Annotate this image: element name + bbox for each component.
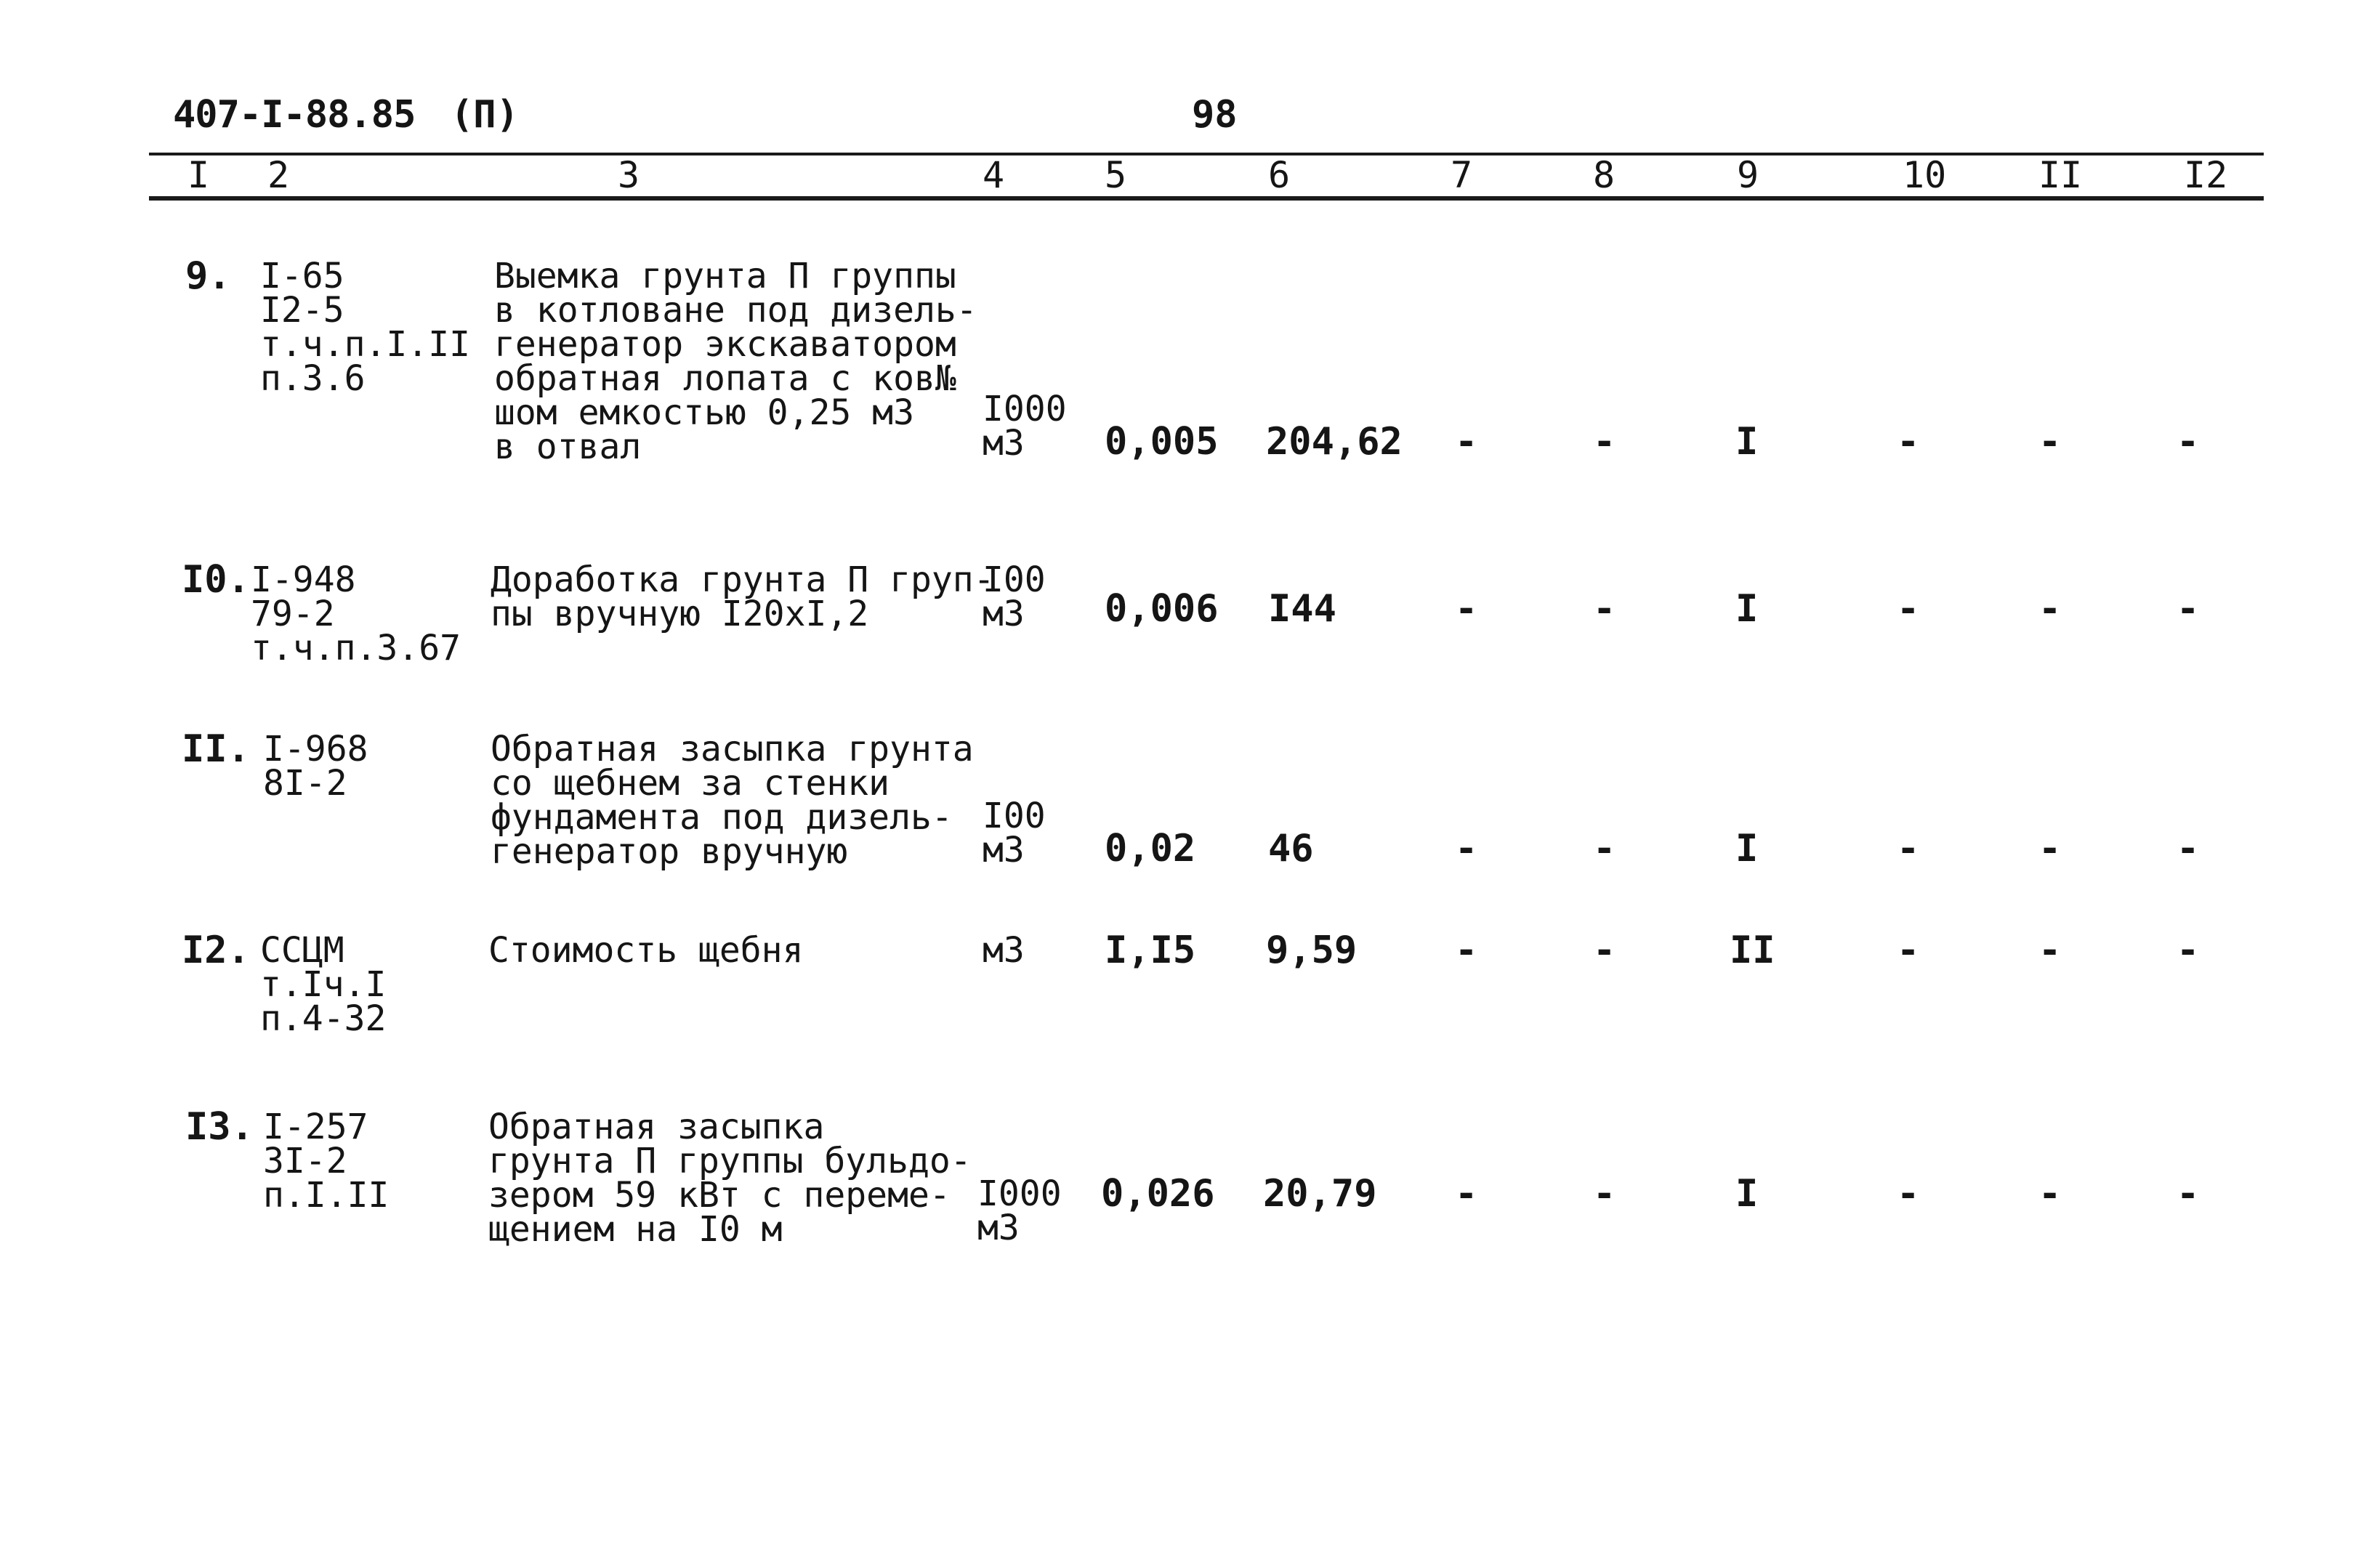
row-number: II.	[182, 727, 250, 771]
norm-reference: I-65 I2-5 т.ч.п.I.II п.3.6	[260, 256, 470, 399]
work-description: Стоимость щебня	[488, 930, 804, 971]
row-number: 9.	[185, 254, 231, 298]
work-description: Выемка грунта П группы в котловане под дизель- генератор экскаватором обратная лопата с ков№ шом емкостью 0,25 м3 в отвал	[494, 256, 977, 467]
column-11-value: -	[2038, 587, 2062, 631]
row-number: I3.	[185, 1105, 254, 1149]
column-10-value: -	[1897, 929, 1920, 972]
column-7-value: -	[1455, 929, 1478, 972]
document-code: 407-I-88.85	[173, 93, 416, 137]
column-7-value: -	[1455, 587, 1478, 631]
column-11-value: -	[2038, 827, 2062, 870]
column-10-value: -	[1897, 1172, 1920, 1216]
column-8-value: -	[1593, 929, 1616, 972]
column-11-value: -	[2038, 929, 2062, 972]
column-11-value: -	[2038, 420, 2062, 464]
quantity-value: 0,005	[1105, 420, 1219, 464]
column-number: II	[2038, 154, 2083, 196]
page-number: 98	[1192, 93, 1238, 137]
column-7-value: -	[1455, 420, 1478, 464]
column-number: 9	[1737, 154, 1759, 196]
column-8-value: -	[1593, 1172, 1616, 1216]
table-top-rule	[149, 153, 2264, 155]
column-12-value: -	[2177, 827, 2200, 870]
quantity-value: 0,02	[1105, 827, 1196, 870]
column-8-value: -	[1593, 587, 1616, 631]
column-9-value: I	[1735, 827, 1759, 870]
row-number: I2.	[182, 929, 250, 972]
unit-of-measure: I00 м3	[983, 559, 1046, 634]
column-9-value: I	[1735, 587, 1759, 631]
column-12-value: -	[2177, 929, 2200, 972]
unit-of-measure: м3	[983, 930, 1025, 971]
unit-of-measure: I000 м3	[977, 1173, 1062, 1248]
column-12-value: -	[2177, 587, 2200, 631]
column-number: 6	[1268, 154, 1291, 196]
quantity-value: 0,006	[1105, 587, 1219, 631]
norm-reference: ССЦМ т.Iч.I п.4-32	[260, 930, 387, 1039]
norm-reference: I-968 8I-2	[263, 729, 368, 804]
work-description: Обратная засыпка грунта со щебнем за стенки фундамента под дизель- генератор вручную	[491, 729, 974, 872]
column-12-value: -	[2177, 420, 2200, 464]
column-8-value: -	[1593, 827, 1616, 870]
row-number: I0.	[182, 558, 250, 602]
column-number: I	[187, 154, 210, 196]
column-9-value: II	[1730, 929, 1775, 972]
work-description: Обратная засыпка грунта П группы бульдо- зером 59 кВт с переме- щением на I0 м	[488, 1107, 972, 1250]
unit-of-measure: I00 м3	[983, 796, 1046, 870]
column-11-value: -	[2038, 1172, 2062, 1216]
column-number: 3	[618, 154, 640, 196]
column-number: 8	[1593, 154, 1615, 196]
column-7-value: -	[1455, 1172, 1478, 1216]
unit-price: I44	[1268, 587, 1336, 631]
unit-price: 9,59	[1266, 929, 1358, 972]
column-number: 7	[1451, 154, 1473, 196]
unit-of-measure: I000 м3	[983, 389, 1067, 464]
column-9-value: I	[1735, 420, 1759, 464]
column-9-value: I	[1735, 1172, 1759, 1216]
document-mark: (П)	[451, 93, 519, 137]
column-number: I2	[2184, 154, 2228, 196]
column-number: 4	[983, 154, 1005, 196]
quantity-value: 0,026	[1101, 1172, 1215, 1216]
column-10-value: -	[1897, 587, 1920, 631]
work-description: Доработка грунта П груп- пы вручную I20xI,2	[491, 559, 995, 634]
table-header-rule	[149, 196, 2264, 201]
unit-price: 46	[1268, 827, 1314, 870]
norm-reference: I-948 79-2 т.ч.п.3.67	[251, 559, 461, 668]
column-number: 2	[267, 154, 290, 196]
column-10-value: -	[1897, 827, 1920, 870]
unit-price: 20,79	[1263, 1172, 1377, 1216]
column-8-value: -	[1593, 420, 1616, 464]
column-10-value: -	[1897, 420, 1920, 464]
quantity-value: I,I5	[1105, 929, 1196, 972]
unit-price: 204,62	[1266, 420, 1403, 464]
norm-reference: I-257 3I-2 п.I.II	[263, 1107, 390, 1216]
column-7-value: -	[1455, 827, 1478, 870]
column-12-value: -	[2177, 1172, 2200, 1216]
column-number: 10	[1903, 154, 1947, 196]
column-number: 5	[1105, 154, 1127, 196]
